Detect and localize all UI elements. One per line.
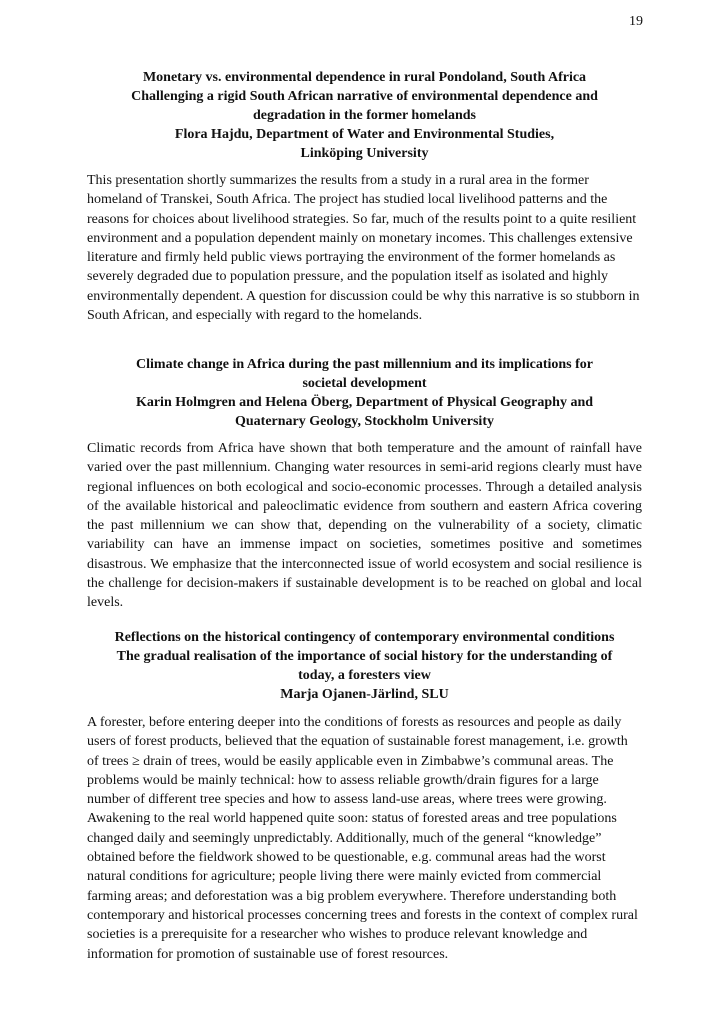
abstract-body: This presentation shortly summarizes the results from a study in a rural area in the former homeland of Transkei, South Africa. The project has studied local livelihood patterns and the reasons for choices about livelihood strategies. So far, much of the results point to a quite resilient environment and a population dependent mainly on monetary incomes. This challenges extensive literature and firmly held public views portraying the environment of the former homelands as severely degraded due to population pressure, and the population itself as isolated and highly environmentally dependent. A question for discussion could be why this narrative is so stubborn in South African, and especially with regard to the homelands. bbox=[87, 173, 640, 324]
abstract-subtitle: Challenging a rigid South African narrative of environmental dependence and degradation in the former homelands bbox=[131, 89, 598, 123]
abstract-pondoland bbox=[87, 68, 642, 325]
abstract-heading bbox=[87, 355, 642, 431]
abstract-body: A forester, before entering deeper into the conditions of forests as resources and people as daily users of forest products, believed that the equation of sustainable forest management, i.e. growth of trees ≥ drain of trees, would be easily applicable even in Zimbabwe’s communal areas. The problems would be mainly technical: how to assess reliable growth/drain figures for a large number of different tree species and how to assess land-use areas, where trees were growing. Awakening to the real world happened quite soon: status of forested areas and tree populations changed daily and seemingly unpredictably. Additionally, much of the general “knowledge” obtained before the fieldwork showed to be questionable, e.g. communal areas had the worst natural conditions for agriculture; people living there were mainly evicted from commercial farming areas; and deforestation was a big problem everywhere. Therefore understanding both contemporary and historical processes concerning trees and forests in the context of complex rural societies is a prerequisite for a researcher who wishes to produce relevant knowledge and information for promotion of sustainable use of forest resources. bbox=[87, 715, 638, 962]
abstract-title: Reflections on the historical contingency of contemporary environmental conditions bbox=[114, 630, 615, 645]
abstract-heading bbox=[87, 68, 642, 163]
abstract-heading bbox=[87, 628, 642, 704]
abstract-subtitle: The gradual realisation of the importance of social history for the understanding of today, a foresters view bbox=[116, 649, 613, 683]
abstract-authors: Karin Holmgren and Helena Öberg, Department of Physical Geography and Quaternary Geology, Stockholm University bbox=[135, 395, 594, 429]
abstract-title: Monetary vs. environmental dependence in rural Pondoland, South Africa bbox=[142, 70, 587, 85]
abstract-forestry bbox=[87, 628, 642, 964]
abstract-body: Climatic records from Africa have shown that both temperature and the amount of rainfall have varied over the past millennium. Changing water resources in semi-arid regions clearly must have regional influences on both ecological and socio-economic processes. Through a detailed analysis of the available historical and paleoclimatic evidence from southern and eastern Africa covering the past millennium we can show that, depending on the vulnerability of a society, climatic variability can have an immense impact on societies, sometimes positive and sometimes disastrous. We emphasize that the interconnected issue of world ecosystem and social resilience is the challenge for decision-makers if sustainable development is to be reached on global and local levels. bbox=[87, 441, 642, 611]
abstract-title: Climate change in Africa during the past millennium and its implications for societal development bbox=[136, 357, 593, 391]
page-number: 19 bbox=[629, 14, 643, 29]
abstract-authors: Marja Ojanen-Järlind, SLU bbox=[280, 687, 449, 702]
abstract-climate-change bbox=[87, 355, 642, 613]
abstract-authors: Flora Hajdu, Department of Water and Environmental Studies, Linköping University bbox=[174, 127, 555, 161]
